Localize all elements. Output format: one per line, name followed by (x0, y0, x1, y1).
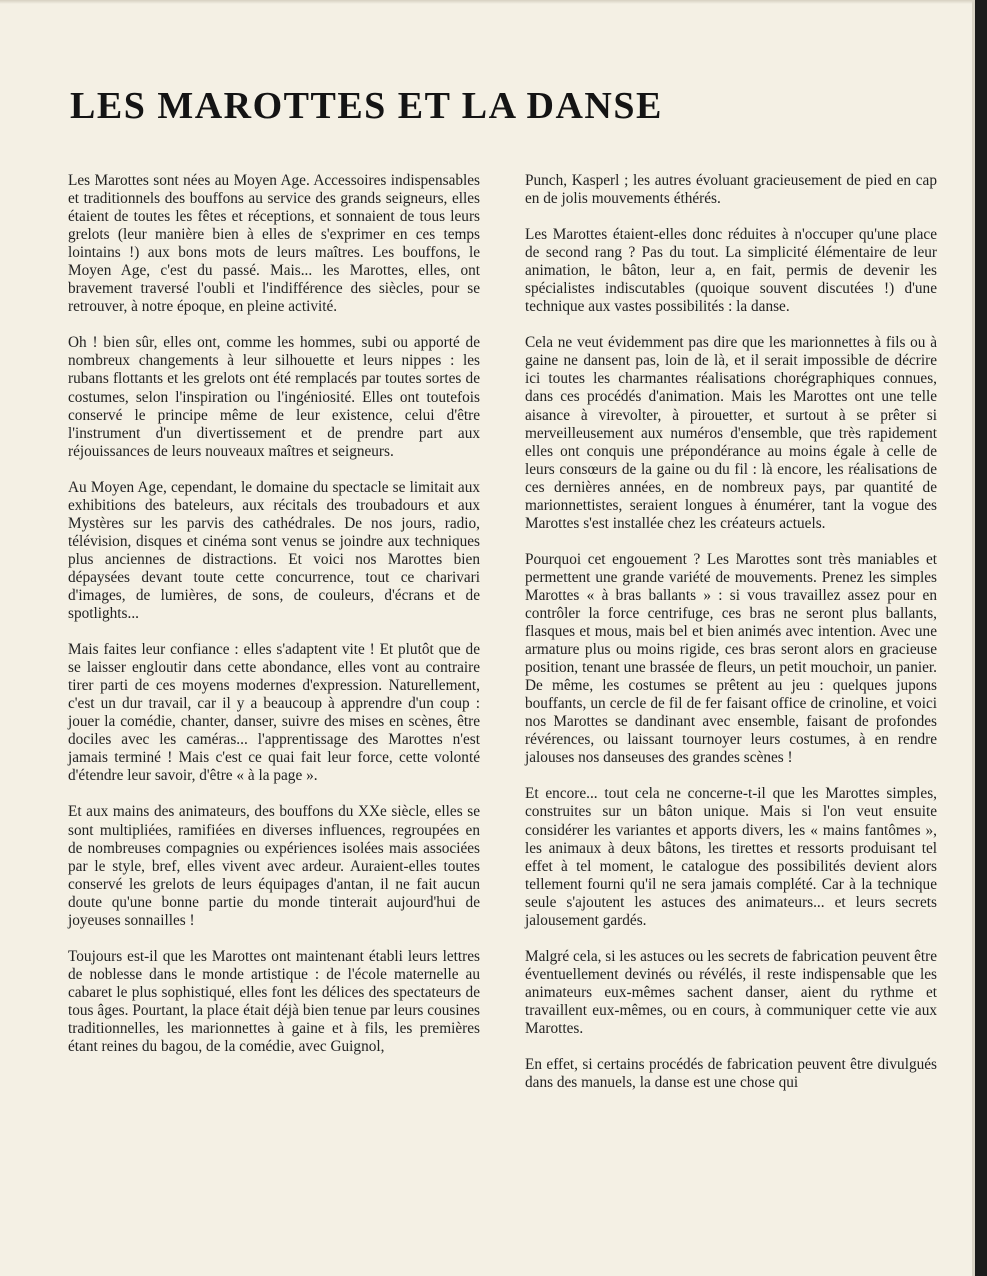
paragraph: Au Moyen Age, cependant, le domaine du spectacle se limitait aux exhibitions des bateleurs, aux récitals des troubadours et aux Mystères sur les parvis des cathédrales. De nos jours, radio, télévision, disques et cinéma sont venus se joindre aux techniques plus anciennes de distractions. Et voici nos Marottes bien dépaysées devant toute cette concurrence, tout ce charivari d'images, de lumières, de sons, de couleurs, d'écrans et de spotlights... (68, 478, 480, 623)
paragraph: Les Marottes sont nées au Moyen Age. Accessoires indispensables et traditionnels des bouffons au service des grands seigneurs, elles étaient de toutes les fêtes et réceptions, et sonnaient de tous leurs grelots (leur manière bien à elles de s'exprimer en ces temps lointains !) aux bons mots de leurs maîtres. Les bouffons, le Moyen Age, c'est du passé. Mais... les Marottes, elles, ont bravement traversé l'oubli et l'indifférence des siècles, pour se retrouver, à notre époque, en pleine activité. (68, 172, 480, 316)
paragraph: Les Marottes étaient-elles donc réduites à n'occuper qu'une place de second rang ? Pas du tout. La simplicité élémentaire de leur animation, le bâton, leur a, en fait, permis de devenir les spécialistes indiscutables (quoique souvent discutées !) d'une technique aux vastes possibilités : la danse. (525, 226, 937, 316)
paragraph: Cela ne veut évidemment pas dire que les marionnettes à fils ou à gaine ne dansent pas, loin de là, et il serait impossible de décrire ici toutes les charmantes réalisations chorégraphiques connues, dans ces procédés d'animation. Mais les Marottes ont une telle aisance à virevolter, à pirouetter, et surtout à se prêter si merveilleusement aux numéros d'ensemble, que très rapidement elles ont conquis une prépondérance au moins égale à celle de leurs consœurs de la gaine ou du fil : là encore, les réalisations de ces dernières années, en de nombreux pays, par quantité de marionnettistes, seraient longues à énumérer, tant la vogue des Marottes s'est installée chez les créateurs actuels. (525, 334, 937, 532)
paragraph: Malgré cela, si les astuces ou les secrets de fabrication peuvent être éventuellement devinés ou révélés, il reste indispensable que les animateurs eux-mêmes sachent danser, aient du rythme et travaillent eux-mêmes, ou en cours, à communiquer cette vie aux Marottes. (525, 947, 937, 1037)
paragraph: En effet, si certains procédés de fabrication peuvent être divulgués dans des manuels, la danse est une chose qui (525, 1056, 937, 1092)
paragraph: Mais faites leur confiance : elles s'adaptent vite ! Et plutôt que de se laisser engloutir dans cette abondance, elles vont au contraire tirer parti de ces moyens modernes d'expression. Naturellement, c'est un dur travail, car il y a beaucoup à apprendre d'un coup : jouer la comédie, chanter, danser, suivre des mises en scènes, être dociles avec les caméras... l'apprentissage des Marottes n'est jamais terminé ! Mais c'est ce quai fait leur force, cette volonté d'étendre leur savoir, d'être « à la page ». (68, 641, 480, 785)
paragraph: Et aux mains des animateurs, des bouffons du XXe siècle, elles se sont multipliées, ramifiées en diverses influences, regroupées en de nombreuses compagnies ou expériences isolées mais associées par le style, bref, elles vivent avec ardeur. Auraient-elles toutes conservé les grelots de leurs équipages d'antan, il ne fait aucun doute qu'une bonne partie du monde tinterait aujourd'hui de joyeuses sonnailles ! (68, 803, 480, 929)
paragraph: Punch, Kasperl ; les autres évoluant gracieusement de pied en cap en de jolis mouvements éthérés. (525, 172, 937, 208)
page-top-shadow (0, 0, 987, 4)
right-column (525, 172, 937, 1110)
scan-border (975, 0, 987, 1276)
paragraph: Oh ! bien sûr, elles ont, comme les hommes, subi ou apporté de nombreux changements à leur silhouette et leurs nippes : les rubans flottants et les grelots ont été remplacés par toutes sortes de costumes, selon l'inspiration ou l'ingéniosité. Elles ont toutefois conservé le principe même de leur existence, celui d'être l'instrument d'un divertissement et de prendre part aux réjouissances de leurs nouveaux maîtres et seigneurs. (68, 334, 480, 460)
article-title: LES MAROTTES ET LA DANSE (70, 85, 663, 127)
paragraph: Toujours est-il que les Marottes ont maintenant établi leurs lettres de noblesse dans le monde artistique : de l'école maternelle au cabaret le plus sophistiqué, elles font les délices des spectateurs de tous âges. Pourtant, la place était déjà bien tenue par leurs cousines traditionnelles, les marionnettes à gaine et à fils, les premières étant reines du bagou, de la comédie, avec Guignol, (68, 947, 480, 1056)
paragraph: Et encore... tout cela ne concerne-t-il que les Marottes simples, construites sur un bâton unique. Mais si l'on veut ensuite considérer les variantes et apports divers, les « mains fantômes », les animaux à deux bâtons, les tirettes et ressorts produisant tel effet à tel moment, le catalogue des possibilités devient alors tellement fourni qu'il ne sera jamais complété. Car à la technique seule s'ajoutent les astuces des animateurs... et leurs secrets jalousement gardés. (525, 785, 937, 929)
paragraph: Pourquoi cet engouement ? Les Marottes sont très maniables et permettent une grande variété de mouvements. Prenez les simples Marottes « à bras ballants » : si vous travaillez assez pour en contrôler la force centrifuge, ces bras ne seront plus ballants, flasques et mous, mais bel et bien animés avec intention. Avec une armature plus ou moins rigide, ces bras seront alors en gracieuse position, tenant une brassée de fleurs, un petit mouchoir, un panier. De même, les costumes se prêtent au jeu : quelques jupons bouffants, un cercle de fil de fer faisant office de crinoline, et voici nos Marottes se dandinant avec ensemble, faisant de profondes révérences, ou laissant tournoyer leurs costumes, à en rendre jalouses nos danseuses des grandes scènes ! (525, 550, 937, 767)
left-column (68, 172, 480, 1074)
